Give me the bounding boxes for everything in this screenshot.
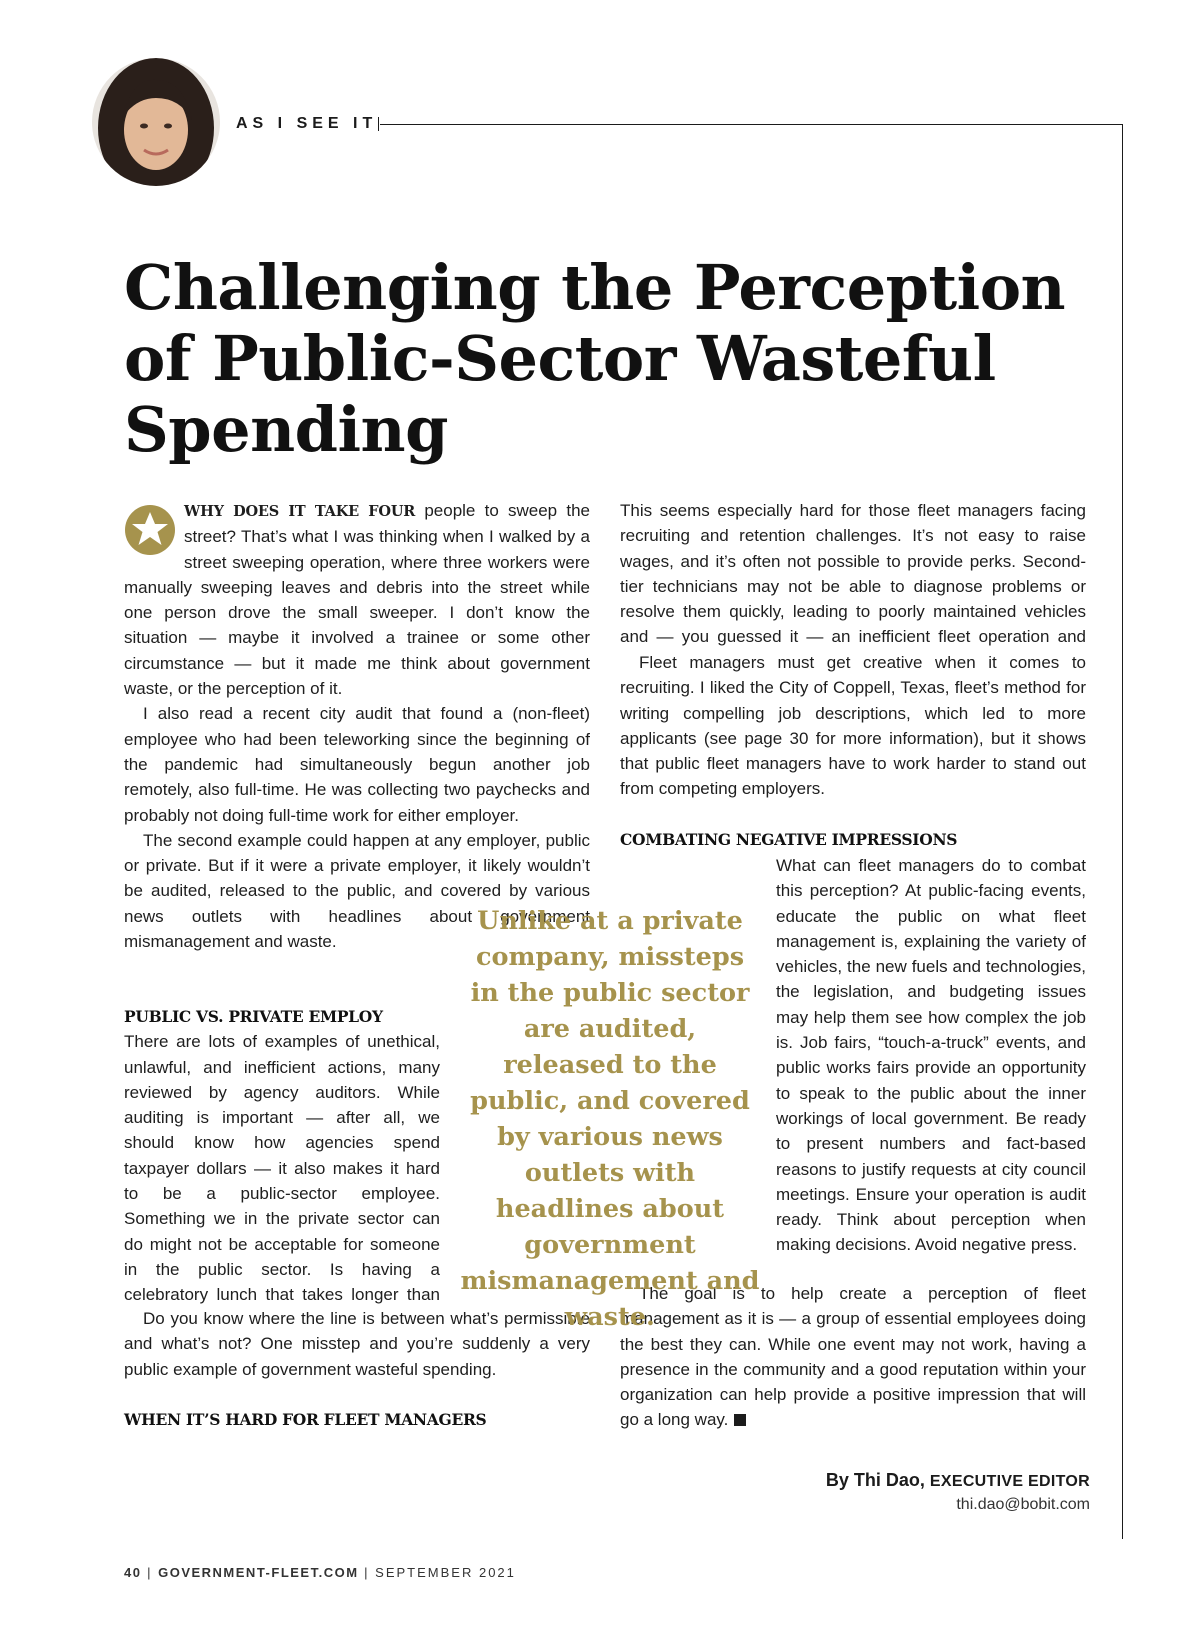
paragraph-8: What can fleet managers do to combat this perception? At public-facing events, educate the public on what fleet management is, explaining the variety of vehicles, the new fuels and technologies, the legislation, and budgeting issues may help them see how complex the job is. Job fairs, “touch-a-truck” events, and public works fairs provide an opportunity to speak to the public about the inner workings of local government. Be ready to present numbers and fact-based reasons to justify requests at city council meetings. Ensure your operation is audit ready. Think about perception when making decisions. Avoid negative press. [776,856,1086,1255]
byline-name: By Thi Dao, [825,1470,925,1490]
end-square-icon [734,1414,746,1426]
article-title: Challenging the Perception of Public-Sector Wasteful Spending [124,251,1066,466]
page-footer [124,1565,516,1580]
paragraph-2: I also read a recent city audit that found a (non-fleet) employee who had been teleworking since the beginning of the pandemic had simultaneously begun another job remotely, also full-time. He was collecting two paychecks and probably not doing full-time work for either employer. [124,704,590,825]
left-column [124,498,590,954]
rule-tick [378,117,379,131]
left-column-narrow [124,1004,440,1306]
intro-paragraph [124,498,590,701]
right-column-narrow [776,853,1086,1258]
paragraph-6: This seems especially hard for those fleet managers facing recruiting and retention challenges. It’s not easy to raise wages, and it’s often not possible to provide perks. Second-tier technicians may not be able to diagnose problems or resolve them quickly, leading to poorly maintained vehicles and — you guessed it — an inefficient fleet operation and [620,501,1086,647]
page-number: 40 [124,1565,142,1580]
paragraph-4: There are lots of examples of unethical, unlawful, and inefficient actions, many reviewed by agency auditors. While auditing is important — after all, we should know how agencies spend taxpayer dollars — it also makes it hard to be a public-sector employee. Something we in the private sector can do might not be acceptable for someone in the public sector. Is having a celebratory lunch that takes longer than [124,1032,440,1305]
pull-quote: Unlike at a private company, missteps in the public sector are audited, released to the public, and covered by various news outlets with headlines about government mismanagement and waste. [460,906,760,1332]
heading-combating: COMBATING NEGATIVE IMPRESSIONS [620,829,958,849]
footer-site[interactable]: GOVERNMENT-FLEET.COM [158,1565,359,1580]
paragraph-7: Fleet managers must get creative when it comes to recruiting. I liked the City of Coppell, Texas, fleet’s method for writing compelling job descriptions, which led to more applicants (see page 30 for more information), but it shows that public fleet managers have to work harder to stand out from competing employers. [620,653,1086,799]
paragraph-9-text: The goal is to help create a perception of fleet management as it is — a group of essential employees doing the best they can. While one event may not work, having a presence in the community and a good reputation within your organization can help provide a positive impression that will go a long way. [620,1284,1086,1430]
footer-divider-2: | [364,1565,376,1580]
star-badge-icon [124,503,176,557]
header-rule [380,124,1123,125]
section-label: AS I SEE IT [236,115,378,132]
footer-issue: SEPTEMBER 2021 [375,1565,516,1580]
intro-lead-in: WHY DOES IT TAKE FOUR [184,503,416,520]
right-column [620,498,1086,852]
paragraph-3-text: The second example could happen at any employer, public or private. But if it were a private employer, it likely wouldn’t be audited, released to the public, and covered by various news outlets with headlines about government mismanagement and waste. [124,830,590,952]
byline-role: EXECUTIVE EDITOR [929,1473,1090,1490]
intro-text: people to sweep the street? That’s what I was thinking when I walked by a street sweeping operation, where three workers were manually sweeping leaves and debris into the street while one person drove the small sweeper. I don’t know the situation — maybe it involved a trainee or some other circumstance — but it made me think about government waste, or the perception of it. [124,501,590,699]
author-photo [92,58,220,186]
heading-hard-for-fleet: WHEN IT’S HARD FOR FLEET MANAGERS [124,1409,487,1429]
byline [700,1470,1090,1491]
heading-public-vs-private: PUBLIC VS. PRIVATE EMPLOY [124,1007,383,1026]
footer-divider: | [147,1565,159,1580]
author-email[interactable]: thi.dao@bobit.com [956,1496,1090,1513]
paragraph-5: Do you know where the line is between what’s permissible and what’s not? One misstep and you’re suddenly a very public example of government wasteful spending. [124,1309,590,1379]
